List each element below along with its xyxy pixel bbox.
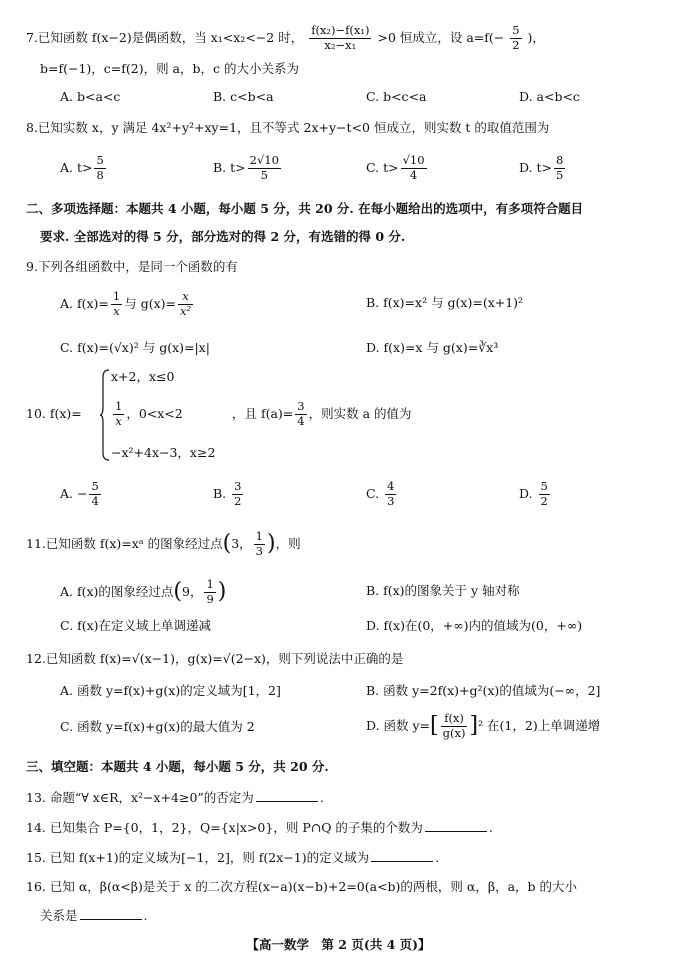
section2-heading: 二、多项选择题：本题共 4 小题，每小题 5 分，共 20 分. 在每小题给出的选项中，有多项符合题目 [26,201,584,216]
q7-option-a[interactable]: A. b<a<c [60,89,121,104]
q16-line1: 16. 已知 α，β(α<β)是关于 x 的二次方程(x−a)(x−b)+2=0(a<b)的两根，则 α，β，a，b 的大小 [26,879,577,894]
q13 [26,790,324,805]
q13-answer-blank[interactable] [256,790,318,802]
q11-option-c[interactable]: C. f(x)在定义域上单调递减 [60,618,211,633]
q8-b-fraction: $\frac{2√10}{5}$ [249,153,279,182]
q10-option-d[interactable] [519,480,552,509]
q14-answer-blank[interactable] [425,820,487,832]
q15-text: 15. 已知 f(x+1)的定义域为[−1，2]，则 f(2x−1)的定义域为 [26,850,370,865]
q7-fraction: $\frac{\text{f(x₂)−f(x₁)}}{\text{x₂−x₁}}$ [311,23,370,52]
q11-option-d[interactable]: D. f(x)在(0，+∞)内的值域为(0，+∞) [366,618,583,633]
q10-case2-tail: ，0<x<2 [126,405,183,421]
q9-a-fraction1: $\frac{1}{x}$ [112,289,121,318]
q9-a-fraction2: $\frac{x}{\text{x²}}$ [179,289,192,318]
q9-option-b[interactable]: B. f(x)=x² 与 g(x)=(x+1)² [366,295,524,310]
q10-a-label: A. − [60,485,88,501]
q11-a-fraction: $\frac{1}{9}$ [206,577,214,606]
q16-post: . [143,908,148,923]
q9-option-c[interactable]: C. f(x)=(√x)² 与 g(x)=|x| [60,340,210,355]
q9-option-a[interactable] [60,290,195,319]
q10-tail-pre: ，且 f(a)= [232,405,294,421]
q7-option-d[interactable]: D. a<b<c [519,89,580,104]
q11-stem-pre: 11.已知函数 f(x)=xᵃ 的图象经过点 [26,535,223,551]
q7-option-b[interactable]: B. c<b<a [213,89,274,104]
q15-post: . [435,850,440,865]
q7-option-c[interactable]: C. b<c<a [366,89,427,104]
q9-option-d[interactable]: D. f(x)=x 与 g(x)=∛x³ [366,340,499,355]
q12-option-a[interactable]: A. 函数 y=f(x)+g(x)的定义域为[1，2] [60,683,281,698]
q10-c-fraction: $\frac{4}{3}$ [387,479,395,508]
q11-point-a: 3， [231,535,252,551]
q12-option-c[interactable]: C. 函数 y=f(x)+g(x)的最大值为 2 [60,719,255,734]
q7-text-b: >0 恒成立，设 a=f(− [377,29,505,45]
q13-post: . [319,790,324,805]
page-footer: 【高一数学 第 2 页(共 4 页)】 [246,937,431,952]
q11-a-right-paren: ) [217,579,227,605]
q11-option-a[interactable] [60,578,226,607]
q10-case1: x+2，x≤0 [111,369,175,384]
q11-left-paren: ( [222,531,232,557]
q9-a-mid: 与 g(x)= [124,295,176,311]
q11-right-paren: ) [266,531,276,557]
q10-lead: 10. f(x)= [26,406,82,421]
section3-heading: 三、填空题：本题共 4 小题，每小题 5 分，共 20 分. [26,759,329,774]
q10-case2 [111,400,183,429]
q12-d-right-bracket: ] [469,713,479,739]
q11-stem [26,530,301,559]
q10-a-fraction: $\frac{5}{4}$ [91,479,99,508]
q7-text-a: 7.已知函数 f(x−2)是偶函数，当 x₁<x₂<−2 时， [26,29,304,45]
q8-c-fraction: $\frac{√10}{4}$ [402,153,425,182]
q7-a-fraction: $\frac{5}{2}$ [512,23,520,52]
q8-option-b[interactable] [213,154,283,183]
q12-d-left-bracket: [ [430,713,439,739]
q10-tail-fraction: $\frac{3}{4}$ [297,399,305,428]
q7-line2: b=f(−1)，c=f(2)，则 a，b，c 的大小关系为 [40,61,299,76]
q11-a-point: 9， [182,583,203,599]
q13-text: 13. 命题“∀ x∈R，x²−x+4≥0”的否定为 [26,790,254,805]
q7-line1 [26,24,545,53]
q8-stem: 8.已知实数 x，y 满足 4x²+y²+xy=1，且不等式 2x+y−t<0 恒成立，则实数 t 的取值范围为 [26,120,550,135]
q10-option-b[interactable] [213,480,245,509]
q16-answer-blank[interactable] [80,908,142,920]
q7-text-c: )， [527,29,545,45]
q8-option-d[interactable] [519,154,567,183]
q14 [26,820,493,835]
q8-d-fraction: $\frac{8}{5}$ [556,153,564,182]
q11-a-left-paren: ( [173,579,182,605]
q16-line2-text: 关系是 [40,908,78,923]
q8-b-label: B. t> [213,159,246,175]
q10-d-fraction: $\frac{5}{2}$ [540,479,548,508]
q9-a-text: A. f(x)= [60,295,109,311]
q10-brace [100,369,110,461]
q8-option-a[interactable] [60,154,108,183]
q12-stem: 12.已知函数 f(x)=√(x−1)，g(x)=√(2−x)，则下列说法中正确的是 [26,651,404,666]
q9-stem: 9.下列各组函数中，是同一个函数的有 [26,259,238,274]
q12-d-post: ² 在(1，2)上单调递增 [478,717,601,733]
q15 [26,850,439,865]
q12-d-text: D. 函数 y= [366,717,431,733]
q11-a-text: A. f(x)的图象经过点 [60,583,174,599]
q10-b-label: B. [213,485,231,501]
q10-case2-fraction: $\frac{1}{x}$ [115,399,123,428]
q11-option-b[interactable]: B. f(x)的图象关于 y 轴对称 [366,583,520,598]
q14-post: . [488,820,493,835]
q10-d-label: D. [519,485,537,501]
q10-option-a[interactable] [60,480,103,509]
q11-stem-post: ，则 [275,535,301,551]
q10-tail [232,400,412,429]
q12-option-b[interactable]: B. 函数 y=2f(x)+g²(x)的值域为(−∞，2] [366,683,601,698]
q12-d-fraction: $\frac{f(x)}{g(x)}$ [442,711,466,740]
q8-d-label: D. t> [519,159,553,175]
q8-c-label: C. t> [366,159,399,175]
q14-text: 14. 已知集合 P={0，1，2}，Q={x|x>0}，则 P∩Q 的子集的个数为 [26,820,423,835]
q11-point-fraction: $\frac{1}{3}$ [255,529,263,558]
q10-tail-post: ，则实数 a 的值为 [308,405,412,421]
q8-a-label: A. t> [60,159,93,175]
q10-option-c[interactable] [366,480,398,509]
q8-a-fraction: $\frac{5}{8}$ [96,153,104,182]
q10-c-label: C. [366,485,384,501]
q10-case3: −x²+4x−3，x≥2 [111,445,216,460]
q16-line2 [40,908,148,923]
q8-option-c[interactable] [366,154,429,183]
section2-instructions: 要求. 全部选对的得 5 分，部分选对的得 2 分，有选错的得 0 分. [40,229,406,244]
q12-option-d[interactable] [366,712,600,741]
q10-b-fraction: $\frac{3}{2}$ [234,479,242,508]
q15-answer-blank[interactable] [371,850,433,862]
